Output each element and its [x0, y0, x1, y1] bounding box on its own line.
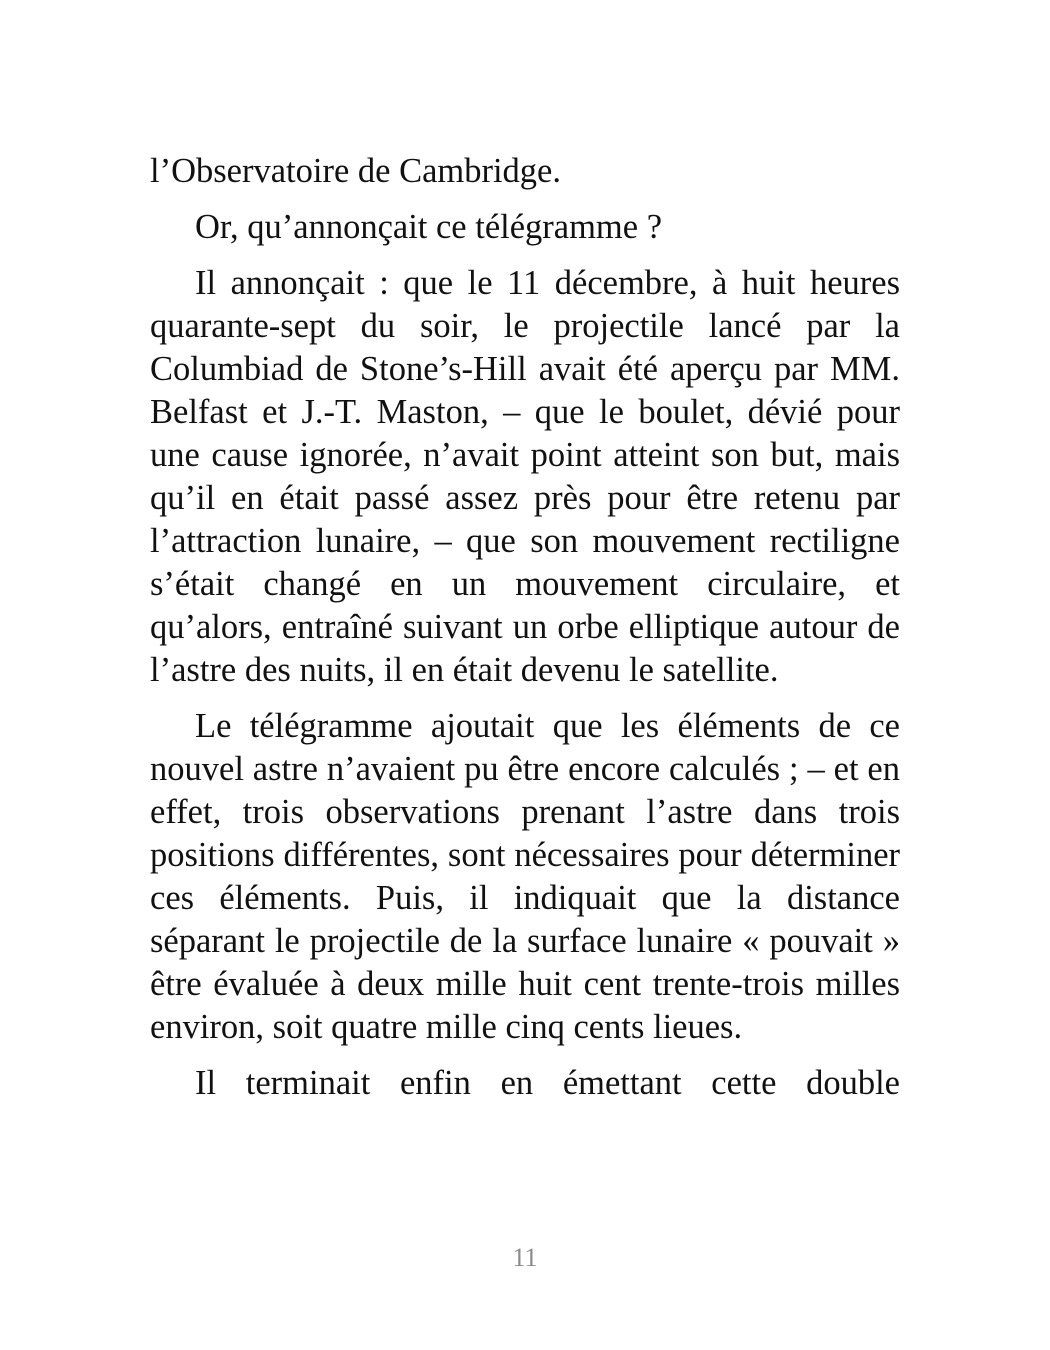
paragraph-announcement: Il annonçait : que le 11 décembre, à huit heures quarante-sept du soir, le projectile lancé par la Columbiad de Stone’s-Hill avait été aperçu par MM. Belfast et J.-T. Maston, – que le boulet, dévié pour une cause ignorée, n’avait point atteint son but, mais qu’il en était passé assez près pour être retenu par l’attraction lunaire, – que son mouvement rectiligne s’était changé en un mouvement circulaire, et qu’alors, entraîné suivant un orbe elliptique autour de l’astre des nuits, il en était devenu le satellite. [150, 264, 900, 689]
page-number: 11 [512, 1243, 538, 1272]
paragraph-continuation: l’Observatoire de Cambridge. [150, 152, 561, 190]
paragraph-question: Or, qu’annonçait ce télégramme ? [195, 208, 663, 246]
paragraph-telegram-details: Le télégramme ajoutait que les éléments de ce nouvel astre n’avaient pu être encore calculés ; – et en effet, trois observations prenant l’astre dans trois positions différentes, sont nécessaires pour déterminer ces éléments. Puis, il indiquait que la distance séparant le projectile de la surface lunaire « pouvait » être évaluée à deux mille huit cent trente-trois milles environ, soit quatre mille cinq cents lieues. [150, 707, 900, 1046]
page-text-block [150, 150, 900, 1105]
paragraph-closing: Il terminait enfin en émettant cette double [195, 1064, 900, 1102]
